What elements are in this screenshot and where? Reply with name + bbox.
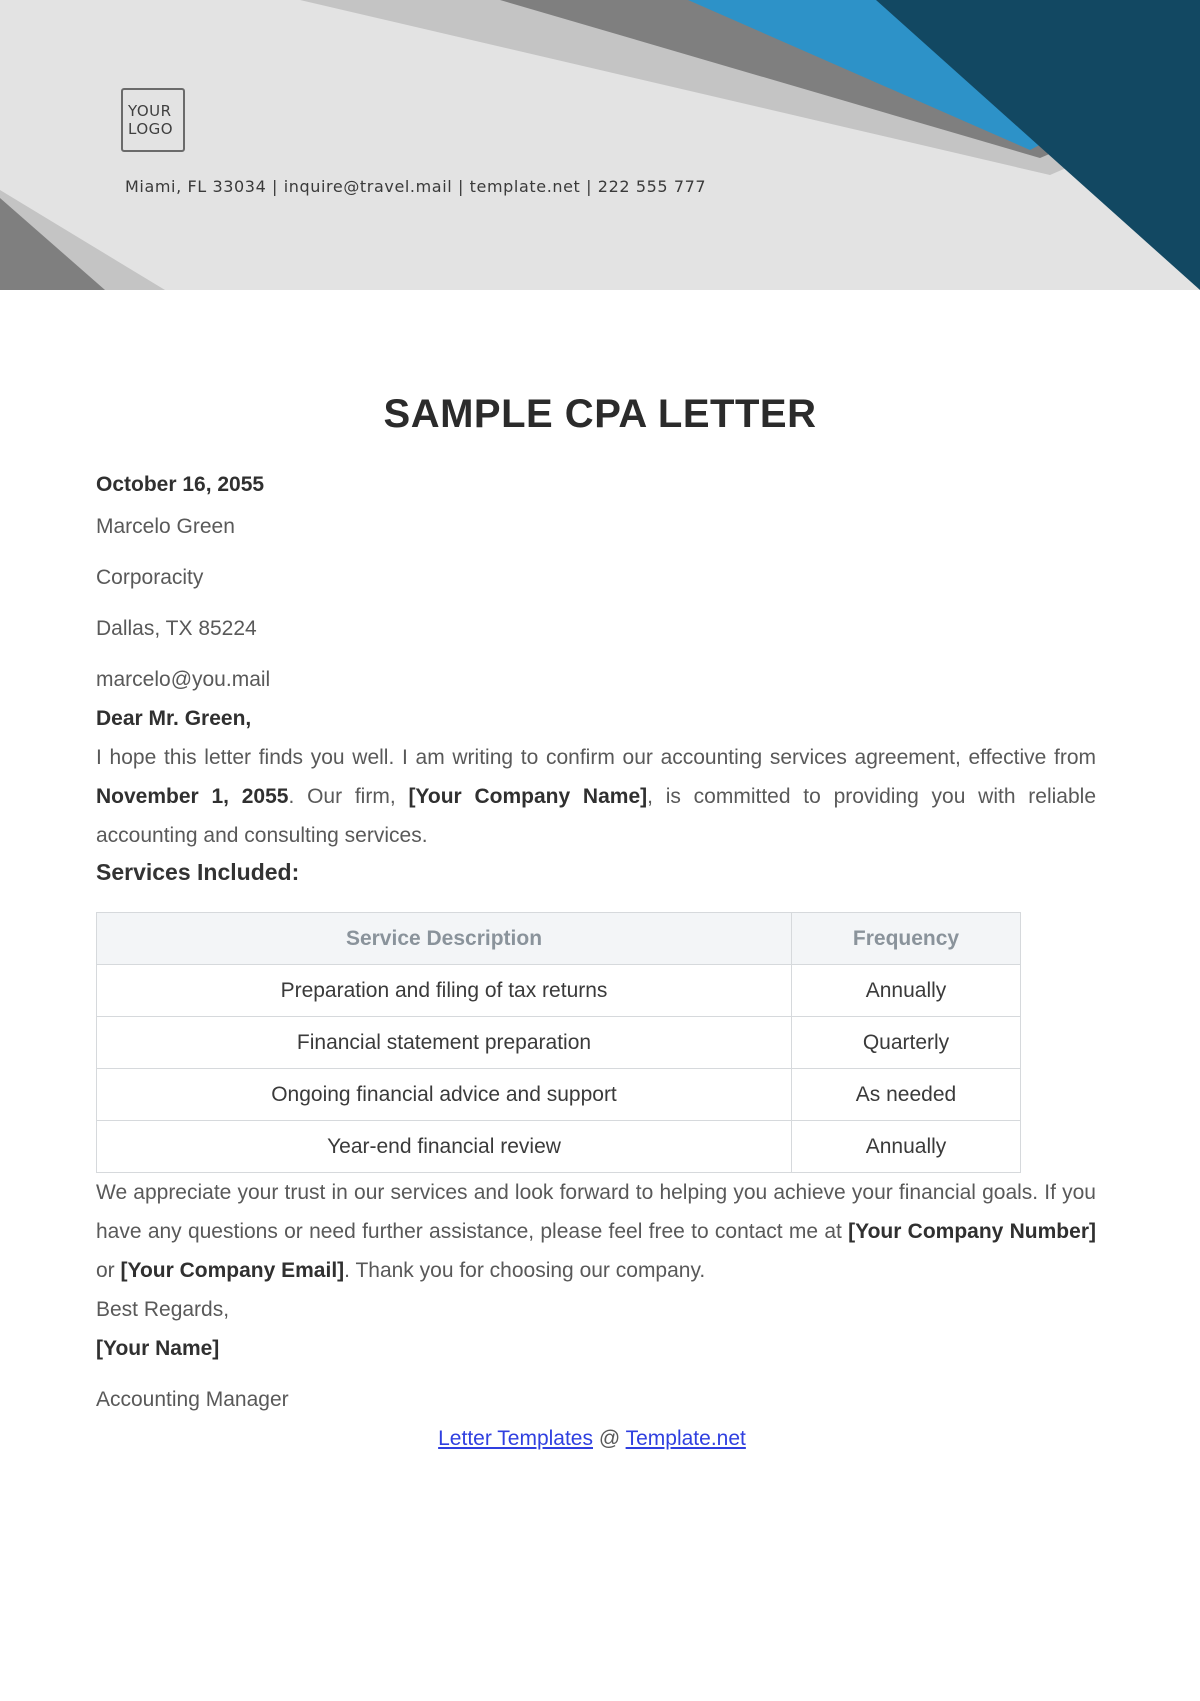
salutation: Dear Mr. Green,	[96, 707, 252, 730]
table-row	[97, 965, 1021, 1017]
service-description-cell: Year-end financial review	[97, 1121, 792, 1173]
header-frequency: Frequency	[792, 913, 1021, 965]
services-heading: Services Included:	[96, 859, 300, 885]
frequency-cell: As needed	[792, 1069, 1021, 1121]
table-row	[97, 1017, 1021, 1069]
frequency-cell: Quarterly	[792, 1017, 1021, 1069]
recipient-company: Corporacity	[96, 566, 204, 589]
template-net-link[interactable]: Template.net	[625, 1427, 746, 1450]
closing-text-3: . Thank you for choosing our company.	[344, 1259, 706, 1282]
letter-templates-link[interactable]: Letter Templates	[438, 1427, 593, 1450]
company-email-placeholder: [Your Company Email]	[120, 1259, 345, 1282]
table-row	[97, 1069, 1021, 1121]
services-table	[96, 912, 1021, 1173]
recipient-name: Marcelo Green	[96, 515, 235, 538]
intro-text-1: I hope this letter finds you well. I am writing to confirm our accounting services agreement, effective from	[96, 746, 1096, 769]
intro-text-2: . Our firm,	[288, 785, 409, 808]
frequency-cell: Annually	[792, 965, 1021, 1017]
service-description-cell: Ongoing financial advice and support	[97, 1069, 792, 1121]
service-description-cell: Financial statement preparation	[97, 1017, 792, 1069]
table-header-row	[97, 913, 1021, 965]
intro-paragraph	[96, 738, 1096, 855]
header-contact-info: Miami, FL 33034 | inquire@travel.mail | template.net | 222 555 777	[125, 177, 707, 196]
logo-text-line1: YOUR	[128, 102, 172, 120]
recipient-address: Dallas, TX 85224	[96, 617, 257, 640]
letter-date: October 16, 2055	[96, 473, 265, 496]
header-service-description: Service Description	[97, 913, 792, 965]
closing-text-2: or	[96, 1259, 121, 1282]
logo-text-line2: LOGO	[128, 120, 174, 138]
logo	[121, 88, 185, 152]
letter-body	[96, 470, 1096, 1458]
sender-title: Accounting Manager	[96, 1388, 289, 1411]
sign-off: Best Regards,	[96, 1298, 230, 1321]
sender-name: [Your Name]	[96, 1337, 220, 1360]
intro-text-3: , is committed to providing you with reliable accounting and consulting services.	[96, 785, 1096, 847]
recipient-email: marcelo@you.mail	[96, 668, 271, 691]
document-title: SAMPLE CPA LETTER	[383, 392, 817, 436]
footer-separator: @	[593, 1427, 626, 1450]
closing-paragraph	[96, 1173, 1096, 1290]
service-description-cell: Preparation and filing of tax returns	[97, 965, 792, 1017]
company-number-placeholder: [Your Company Number]	[848, 1220, 1096, 1243]
frequency-cell: Annually	[792, 1121, 1021, 1173]
closing-text-1: We appreciate your trust in our services and look forward to helping you achieve your financial goals. If you have any questions or need further assistance, please feel free to contact me at	[96, 1181, 1096, 1243]
table-row	[97, 1121, 1021, 1173]
company-name-placeholder: [Your Company Name]	[408, 785, 648, 808]
effective-date: November 1, 2055	[96, 785, 289, 808]
footer-links	[92, 1419, 1092, 1458]
